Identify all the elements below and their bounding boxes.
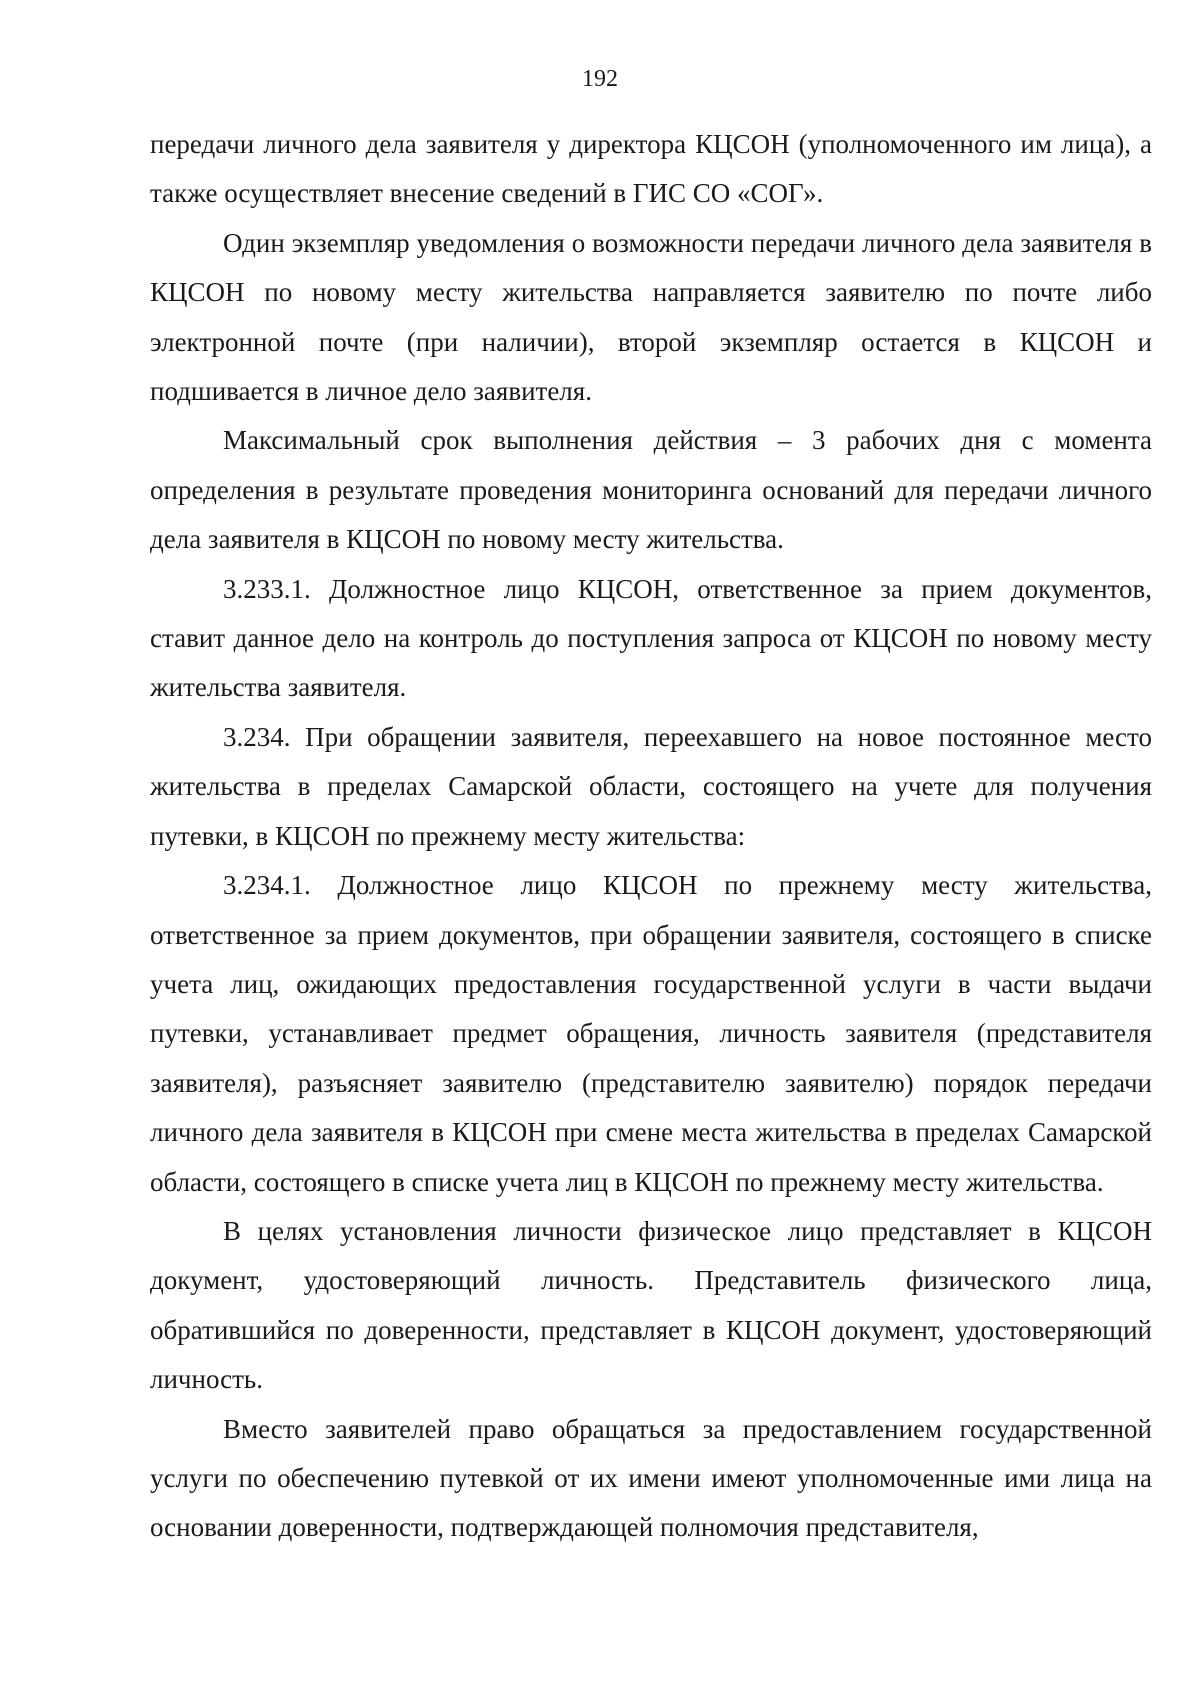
paragraph-7: В целях установления личности физическое лицо представляет в КЦСОН документ, удостоверяющий личность. Представитель физического лица, обратившийся по доверенности, представляет в КЦСОН документ, удостоверяющий личность. (150, 1215, 1152, 1395)
paragraph-4: 3.233.1. Должностное лицо КЦСОН, ответственное за прием документов, ставит данное дело на контроль до поступления запроса от КЦСОН по новому месту жительства заявителя. (150, 573, 1152, 703)
paragraph-5: 3.234. При обращении заявителя, переехавшего на новое постоянное место жительства в пределах Самарской области, состоящего на учете для получения путевки, в КЦСОН по прежнему месту жительства: (150, 721, 1152, 851)
paragraph-1: передачи личного дела заявителя у директора КЦСОН (уполномоченного им лица), а также осуществляет внесение сведений в ГИС СО «СОГ». (150, 129, 1152, 209)
paragraph-6: 3.234.1. Должностное лицо КЦСОН по прежнему месту жительства, ответственное за прием документов, при обращении заявителя, состоящего в списке учета лиц, ожидающих предоставления государственной услуги в части выдачи путевки, устанавливает предмет обращения, личность заявителя (представителя заявителя), разъясняет заявителю (представителю заявителю) порядок передачи личного дела заявителя в КЦСОН при смене места жительства в пределах Самарской области, состоящего в списке учета лиц в КЦСОН по прежнему месту жительства. (150, 870, 1152, 1197)
page-number: 192 (582, 66, 618, 92)
document-body (150, 120, 1152, 1553)
paragraph-8: Вместо заявителей право обращаться за предоставлением государственной услуги по обеспечению путевкой от их имени имеют уполномоченные ими лица на основании доверенности, подтверждающей полномочия представителя, (150, 1413, 1152, 1543)
paragraph-3: Максимальный срок выполнения действия – 3 рабочих дня с момента определения в результате проведения мониторинга оснований для передачи личного дела заявителя в КЦСОН по новому месту жительства. (150, 425, 1152, 555)
paragraph-2: Один экземпляр уведомления о возможности передачи личного дела заявителя в КЦСОН по новому месту жительства направляется заявителю по почте либо электронной почте (при наличии), второй экземпляр остается в КЦСОН и подшивается в личное дело заявителя. (150, 227, 1152, 407)
